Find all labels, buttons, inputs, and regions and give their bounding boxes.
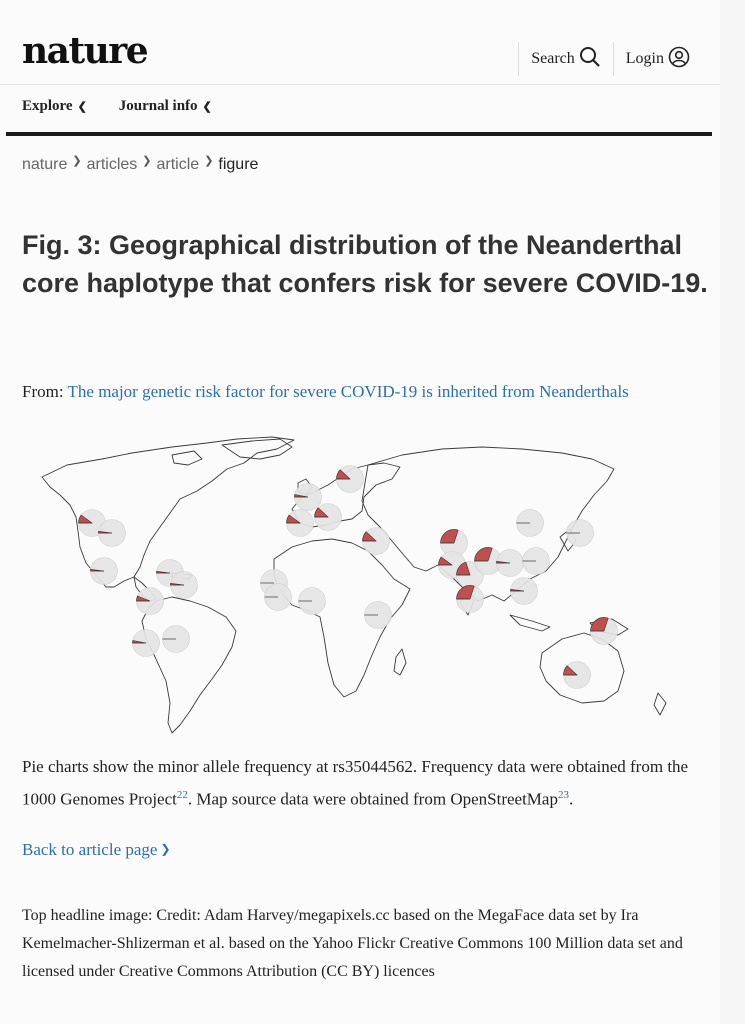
chevron-down-icon: ❮ xyxy=(77,101,87,113)
reference-22[interactable]: 22 xyxy=(176,789,188,801)
back-to-article-link[interactable] xyxy=(22,840,171,860)
user-icon xyxy=(664,46,690,73)
from-label: From: xyxy=(22,382,64,401)
header-divider xyxy=(518,42,519,76)
caption-text-3: . xyxy=(568,789,574,809)
main-nav xyxy=(22,98,244,115)
nav-rule xyxy=(6,132,712,136)
world-map-figure xyxy=(22,425,702,745)
breadcrumb-figure: figure xyxy=(218,156,259,173)
nature-logo[interactable]: nature xyxy=(22,30,148,72)
source-article-link[interactable]: The major genetic risk factor for severe COVID-19 is inherited from Neanderthals xyxy=(67,382,629,401)
chevron-right-icon: ❯ xyxy=(204,155,214,167)
pie-chart-australia xyxy=(564,662,591,689)
pie-chart-east-asia xyxy=(523,548,550,575)
pie-chart-papua-new-guinea xyxy=(591,617,618,644)
back-link-label: Back to article page xyxy=(22,840,158,859)
header-divider-line xyxy=(0,84,720,85)
pie-chart-japan xyxy=(567,520,594,547)
pie-chart-italy xyxy=(315,504,342,531)
pie-chart-britain xyxy=(295,484,322,511)
chevron-right-icon: ❯ xyxy=(72,155,82,167)
pie-chart-peru xyxy=(133,630,160,657)
pie-chart-finland xyxy=(337,466,364,493)
breadcrumb-nature[interactable]: nature xyxy=(22,156,68,173)
pie-chart-iberia xyxy=(287,510,314,537)
header-actions xyxy=(506,42,690,76)
figure-title: Fig. 3: Geographical distribution of the Neanderthal core haplotype that confers risk for severe COVID-19. xyxy=(22,230,708,298)
pie-chart-caribbean-2 xyxy=(171,572,198,599)
image-credit: Top headline image: Credit: Adam Harvey/megapixels.cc based on the MegaFace data set by Ira Kemelmacher-Shlizerman et al. based on the Yahoo Flickr Creative Commons 100 Million data set and licensed under Creative Commons Attribution (CC BY) licences xyxy=(22,907,683,980)
pie-chart-china-south xyxy=(497,550,524,577)
chevron-down-icon: ❮ xyxy=(202,101,212,113)
chevron-right-icon: ❯ xyxy=(142,155,152,167)
search-label: Search xyxy=(531,50,575,67)
pie-chart-layer xyxy=(79,466,618,689)
pie-chart-sri-lanka xyxy=(457,585,484,612)
pie-chart-mexico xyxy=(91,558,118,585)
nav-journal-info[interactable] xyxy=(119,98,212,115)
nav-explore[interactable] xyxy=(22,98,87,115)
pie-chart-middle-east xyxy=(363,528,390,555)
pie-chart-colombia xyxy=(137,588,164,615)
caption-text: Pie charts show the minor allele frequency at rs35044562. Frequency data were obtained from the 1000 Genomes Project xyxy=(22,757,689,809)
header-divider xyxy=(613,42,614,76)
source-article xyxy=(22,382,629,402)
breadcrumb-articles[interactable]: articles xyxy=(86,156,138,173)
pie-chart-china-north xyxy=(517,510,544,537)
pie-chart-west-africa-3 xyxy=(299,588,326,615)
search-button[interactable] xyxy=(531,46,601,73)
reference-23[interactable]: 23 xyxy=(557,789,569,801)
caption-text-2: . Map source data were obtained from OpenStreetMap xyxy=(187,789,558,809)
login-button[interactable] xyxy=(626,46,690,73)
pie-chart-north-america-2 xyxy=(99,520,126,547)
figure-caption xyxy=(22,752,702,814)
pie-chart-west-africa-2 xyxy=(265,584,292,611)
nav-explore-label: Explore xyxy=(22,98,73,114)
search-icon xyxy=(575,46,601,73)
pie-chart-south-america-2 xyxy=(163,626,190,653)
chevron-right-icon: ❯ xyxy=(160,842,171,856)
breadcrumb-article[interactable]: article xyxy=(156,156,200,173)
breadcrumb xyxy=(22,156,258,174)
nav-journal-info-label: Journal info xyxy=(118,98,198,114)
pie-chart-east-africa xyxy=(365,602,392,629)
pie-chart-vietnam xyxy=(511,578,538,605)
login-label: Login xyxy=(625,50,664,67)
